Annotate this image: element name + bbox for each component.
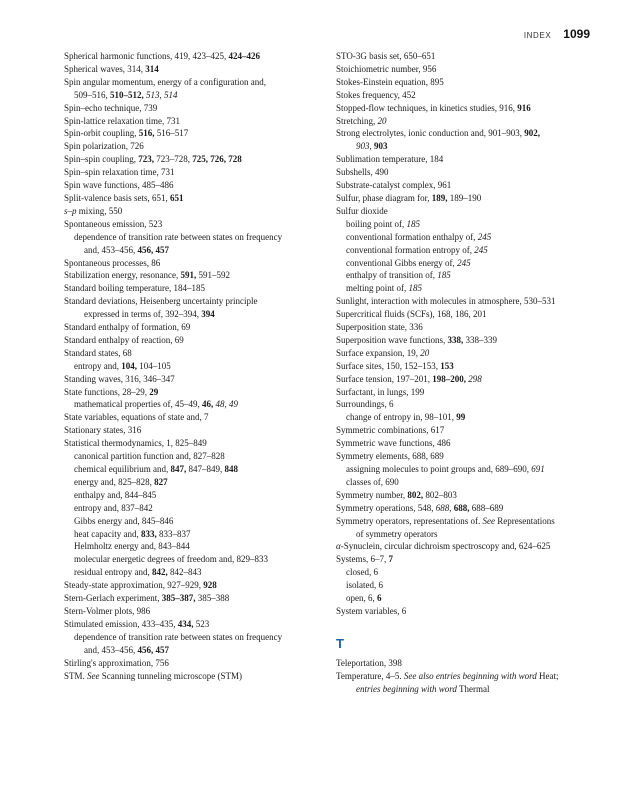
entry-text: Teleportation, 398 [336, 657, 402, 668]
entry-text: 833–837 [158, 528, 191, 539]
page-ref-italic: 688, [435, 502, 454, 513]
index-entry [336, 540, 598, 553]
entry-text: Standard enthalpy of formation, 69 [64, 322, 191, 333]
index-entry [64, 657, 312, 670]
entry-text: dependence of transition rate between states on frequency [74, 631, 283, 642]
index-entry [64, 115, 312, 128]
index-subentry [64, 644, 312, 657]
index-entry [64, 605, 312, 618]
entry-text: heat capacity and, [74, 528, 141, 539]
entry-text: open, 6, [346, 593, 377, 604]
page-ref-bold: 827 [154, 476, 168, 487]
entry-text: closed, 6 [346, 567, 378, 578]
index-entry [336, 321, 598, 334]
entry-text: 723–728, [156, 154, 193, 165]
index-entry [336, 502, 598, 515]
page-ref-italic: 185 [408, 283, 422, 294]
page-ref-bold: 902, [524, 128, 540, 139]
page-number: 1099 [563, 27, 590, 41]
page-ref-italic: s–p [64, 205, 77, 216]
index-entry [336, 153, 598, 166]
index-entry [336, 50, 598, 63]
entry-text: Stabilization energy, resonance, [64, 270, 181, 281]
index-entry [336, 450, 598, 463]
index-entry [64, 205, 312, 218]
index-subentry [64, 398, 312, 411]
entry-text: Stopped-flow techniques, in kinetics studies, 916, [336, 102, 518, 113]
entry-text: Stokes-Einstein equation, 895 [336, 76, 444, 87]
entry-text: Spin polarization, 726 [64, 141, 144, 152]
index-subentry [336, 231, 598, 244]
page-ref-bold: 916 [517, 102, 531, 113]
index-subentry [336, 257, 598, 270]
entry-text: Symmetry operations, 548, [336, 502, 436, 513]
entry-text: 847–849, [188, 464, 225, 474]
index-entry [336, 115, 598, 128]
index-entry [336, 360, 598, 373]
page-ref-bold: 434, [177, 618, 196, 629]
index-entry [336, 334, 598, 347]
entry-text: 688–689 [471, 502, 504, 513]
page-ref-bold: 153 [440, 360, 454, 371]
entry-text: System variables, 6 [336, 605, 407, 616]
index-subentry [336, 592, 598, 605]
entry-text: molecular energetic degrees of freedom and, 829–833 [74, 554, 269, 565]
index-entry [64, 334, 312, 347]
page-ref-bold: 456, 457 [137, 244, 169, 255]
entry-text: Stationary states, 316 [64, 425, 142, 436]
index-entry [336, 63, 598, 76]
entry-text: Surface sites, 150, 152–153, [336, 360, 441, 371]
entry-text: Spin wave functions, 485–486 [64, 180, 174, 191]
page-ref-italic: α [336, 541, 341, 552]
entry-text: Symmetric combinations, 617 [336, 425, 445, 436]
entry-text: residual entropy and, [74, 567, 152, 578]
entry-text: STO-3G basis set, 650–651 [336, 51, 436, 61]
index-entry [336, 179, 598, 192]
index-entry [336, 192, 598, 205]
entry-text: change of entropy in, 98–101, [346, 412, 457, 423]
page-ref-bold: 456, 457 [137, 644, 169, 655]
entry-text: and, 453–456, [84, 644, 138, 655]
index-entry [336, 347, 598, 360]
page-ref-bold: 385–387, [161, 593, 198, 604]
entry-text: Surface expansion, 19, [336, 347, 421, 358]
index-entry [64, 153, 312, 166]
page-ref-bold: 928 [203, 580, 217, 591]
index-entry [336, 308, 598, 321]
page-ref-bold: 104, [121, 360, 140, 371]
entry-text: Standard states, 68 [64, 347, 132, 358]
index-subentry [336, 282, 598, 295]
index-subentry [64, 502, 312, 515]
page-ref-italic: 245 [474, 244, 488, 255]
entry-text: Superposition wave functions, [336, 334, 448, 345]
page-ref-italic: 48, 49 [215, 399, 238, 410]
index-subentry [336, 566, 598, 579]
entry-text: isolated, 6 [346, 580, 383, 591]
page-ref-italic: 298 [468, 373, 482, 384]
entry-text: Substrate-catalyst complex, 961 [336, 180, 452, 191]
index-entry [336, 515, 598, 528]
entry-text: 802–803 [425, 489, 457, 500]
page-ref-bold: 7 [388, 554, 394, 565]
entry-text: State functions, 28–29, [64, 386, 150, 397]
entry-text: STM. [64, 670, 88, 681]
index-entry [64, 102, 312, 115]
entry-text: Stokes frequency, 452 [336, 89, 416, 100]
index-subentry [336, 218, 598, 231]
entry-text: Spin angular momentum, energy of a configuration and, [64, 76, 267, 87]
index-entry [336, 605, 598, 618]
entry-text: and, 453–456, [84, 244, 138, 255]
entry-text: canonical partition function and, 827–828 [74, 451, 225, 462]
index-entry [336, 670, 598, 683]
index-subentry [64, 631, 312, 644]
page-ref-bold: 6 [377, 593, 382, 604]
index-entry [64, 140, 312, 153]
entry-text: 338–339 [465, 334, 497, 345]
entry-text: Surroundings, 6 [336, 399, 394, 410]
page-ref-bold: 651 [169, 192, 184, 203]
entry-text: energy and, 825–828, [74, 476, 155, 487]
index-subentry [336, 269, 598, 282]
index-entry [336, 437, 598, 450]
entry-text: Stimulated emission, 433–435, [64, 618, 178, 629]
entry-text: enthalpy and, 844–845 [74, 489, 157, 500]
entry-text: Representations [494, 515, 555, 526]
page-ref-bold: 46, [201, 399, 216, 410]
entry-text: Symmetric wave functions, 486 [336, 438, 451, 449]
index-entry [64, 411, 312, 424]
index-entry [64, 437, 312, 450]
page-ref-bold: 189, [431, 192, 450, 203]
running-head: INDEX [523, 31, 552, 40]
entry-text: Thermal [456, 683, 490, 694]
index-subentry [64, 463, 312, 476]
entry-text: Symmetry elements, 688, 689 [336, 451, 444, 462]
page-ref-italic: 513, 514 [146, 89, 178, 100]
entry-text: 385–388 [197, 593, 230, 604]
entry-text: mathematical properties of, 45–49, [74, 399, 202, 410]
page-ref-bold: 338, [447, 334, 466, 345]
page-ref-italic: 245 [477, 231, 492, 242]
entry-text: Spin-lattice relaxation time, 731 [64, 115, 180, 126]
entry-text: 842–843 [169, 567, 202, 578]
entry-text: Helmholtz energy and, 843–844 [74, 541, 190, 552]
index-subentry [64, 89, 312, 102]
index-subentry [64, 515, 312, 528]
page-ref-bold: 725, 726, 728 [192, 154, 242, 165]
index-entry [336, 386, 598, 399]
entry-text: Supercritical fluids (SCFs), 168, 186, 201 [336, 309, 487, 320]
index-entry [64, 386, 312, 399]
entry-text: Spin-orbit coupling, [64, 128, 139, 139]
entry-text: Gibbs energy and, 845–846 [74, 515, 174, 526]
page-ref-bold: 847, [170, 464, 189, 474]
index-entry [64, 618, 312, 631]
entry-text: melting point of, [346, 283, 409, 294]
index-entry [336, 295, 598, 308]
page-ref-italic: 185 [406, 218, 420, 229]
entry-text: Sulfur dioxide [336, 205, 388, 216]
page-ref-italic: 185 [437, 270, 451, 281]
entry-text: conventional Gibbs energy of, [346, 257, 458, 268]
entry-text: Temperature, 4–5. [336, 670, 404, 681]
entry-text: Superposition state, 336 [336, 322, 423, 333]
entry-text: Split-valence basis sets, 651, [64, 192, 170, 203]
page-ref-bold: 394 [201, 309, 215, 320]
index-entry [336, 657, 598, 670]
index-entry [64, 321, 312, 334]
page-ref-italic: 903, [356, 141, 374, 152]
entry-text: 104–105 [139, 360, 171, 371]
entry-text: Spin–spin coupling, [64, 154, 139, 165]
page-ref-bold: 29 [149, 386, 159, 397]
entry-text: assigning molecules to point groups and, 689–690, [346, 464, 532, 474]
page-ref-bold: 723, [138, 154, 157, 165]
page-ref-bold: 510–512, [110, 89, 146, 100]
entry-text: Heat; [536, 670, 559, 681]
index-subentry [336, 528, 598, 541]
entry-text: Statistical thermodynamics, 1, 825–849 [64, 438, 207, 449]
entry-text: Surfactant, in lungs, 199 [336, 386, 425, 397]
index-subentry [64, 244, 312, 257]
entry-text: enthalpy of transition of, [346, 270, 438, 281]
entry-text: Surface tension, 197–201, [336, 373, 433, 384]
entry-text: of symmetry operators [356, 528, 438, 539]
entry-text: expressed in terms of, 392–394, [84, 309, 202, 320]
entry-text: Spontaneous emission, 523 [64, 218, 163, 229]
index-entry [64, 424, 312, 437]
index-subentry [336, 463, 598, 476]
entry-text: entropy and, [74, 360, 122, 371]
entry-text: Sublimation temperature, 184 [336, 154, 444, 165]
index-entry [336, 127, 598, 140]
index-entry [336, 373, 598, 386]
index-entry [64, 179, 312, 192]
index-column-left [64, 50, 312, 682]
index-entry [64, 670, 312, 683]
entry-text: Spontaneous processes, 86 [64, 257, 161, 268]
entry-text: Standard boiling temperature, 184–185 [64, 283, 205, 294]
entry-text: Subshells, 490 [336, 167, 389, 178]
page-ref-bold: 833, [140, 528, 159, 539]
entry-text: Sunlight, interaction with molecules in atmosphere, 530–531 [336, 296, 556, 307]
entry-text: Standard deviations, Heisenberg uncertainty principle [64, 296, 258, 307]
index-entry [64, 295, 312, 308]
index-entry [64, 269, 312, 282]
section-spacer [336, 618, 598, 631]
index-subentry [64, 308, 312, 321]
entry-text: Scanning tunneling microscope (STM) [99, 670, 242, 681]
page-ref-bold: 591, [180, 270, 199, 281]
entry-text: entropy and, 837–842 [74, 502, 153, 513]
index-entry [336, 89, 598, 102]
entry-text: Standing waves, 316, 346–347 [64, 373, 175, 384]
page-ref-bold: 314 [145, 63, 159, 74]
index-subentry [64, 476, 312, 489]
index-entry [64, 166, 312, 179]
entry-text: 189–190 [449, 192, 482, 203]
index-entry [64, 579, 312, 592]
index-subentry [336, 683, 598, 696]
entry-text: Stirling's approximation, 756 [64, 657, 169, 668]
index-entry [64, 192, 312, 205]
entry-text: -Synuclein, circular dichroism spectroscopy and, 624–625 [340, 541, 551, 552]
index-entry [64, 127, 312, 140]
page-ref-bold: 903 [374, 141, 388, 152]
page-ref-bold: 99 [456, 412, 466, 423]
page-ref-bold: 842, [151, 567, 170, 578]
entry-text: Sulfur, phase diagram for, [336, 192, 432, 203]
page-ref-italic: 691 [531, 464, 545, 474]
index-entry [64, 373, 312, 386]
index-subentry [64, 360, 312, 373]
index-section-letter: T [336, 635, 344, 651]
page-ref-italic: See [87, 670, 100, 681]
page-ref-bold: 516, [138, 128, 157, 139]
entry-text: Stern-Volmer plots, 986 [64, 605, 151, 616]
index-entry [64, 282, 312, 295]
index-subentry [64, 489, 312, 502]
page-ref-bold: 688, [453, 502, 472, 513]
entry-text: mixing, 550 [76, 205, 123, 216]
index-entry [64, 50, 312, 63]
index-entry [64, 63, 312, 76]
entry-text: Stern-Gerlach experiment, [64, 593, 162, 604]
index-entry [336, 166, 598, 179]
entry-text: 523 [195, 618, 210, 629]
page-ref-italic: See also entries beginning with word [403, 670, 537, 681]
entry-text: State variables, equations of state and, 7 [64, 412, 209, 423]
page-ref-bold: 424–426 [228, 51, 260, 61]
index-entry [64, 347, 312, 360]
page-ref-bold: 848 [224, 464, 238, 474]
entry-text: 516–517 [156, 128, 189, 139]
entry-text: 509–516, [74, 89, 110, 100]
entry-text: Stoichiometric number, 956 [336, 63, 437, 74]
page-ref-italic: 20 [420, 347, 430, 358]
index-subentry [64, 528, 312, 541]
page-ref-bold: 802, [407, 489, 426, 500]
index-entry [336, 205, 598, 218]
index-subentry [64, 450, 312, 463]
entry-text: Strong electrolytes, ionic conduction and, 901–903, [336, 128, 525, 139]
index-subentry [336, 476, 598, 489]
entry-text: Spin–spin relaxation time, 731 [64, 167, 175, 178]
index-subentry [64, 540, 312, 553]
page-ref-bold: 198–200, [432, 373, 469, 384]
index-entry [64, 592, 312, 605]
index-subentry [336, 411, 598, 424]
index-entry [64, 257, 312, 270]
index-subentry [64, 566, 312, 579]
page-ref-italic: 245 [457, 257, 471, 268]
page-ref-italic: See [482, 515, 495, 526]
index-entry [336, 398, 598, 411]
index-subentry [64, 553, 312, 566]
entry-text: Systems, 6–7, [336, 554, 389, 565]
index-entry [336, 102, 598, 115]
index-entry [64, 76, 312, 89]
index-entry [336, 76, 598, 89]
index-subentry [336, 579, 598, 592]
entry-text: Stretching, [336, 115, 378, 126]
entry-text: chemical equilibrium and, [74, 464, 171, 474]
index-subentry [336, 244, 598, 257]
index-entry [64, 218, 312, 231]
entry-text: dependence of transition rate between states on frequency [74, 231, 283, 242]
entry-text: boiling point of, [346, 218, 407, 229]
entry-text: Standard enthalpy of reaction, 69 [64, 334, 184, 345]
entry-text: conventional formation enthalpy of, [346, 231, 478, 242]
entry-text: Spin–echo technique, 739 [64, 102, 158, 113]
entry-text: Spherical harmonic functions, 419, 423–425, [64, 51, 229, 61]
page-ref-italic: 20 [377, 115, 387, 126]
page-ref-italic: entries beginning with word [356, 683, 457, 694]
entry-text: classes of, 690 [346, 476, 399, 487]
index-entry [336, 489, 598, 502]
page-header [524, 27, 590, 41]
entry-text: Symmetry number, [336, 489, 408, 500]
entry-text: Steady-state approximation, 927–929, [64, 580, 204, 591]
index-entry [336, 553, 598, 566]
index-subentry [64, 231, 312, 244]
entry-text: 591–592 [198, 270, 230, 281]
index-subentry [336, 140, 598, 153]
index-entry [336, 424, 598, 437]
entry-text: conventional formation entropy of, [346, 244, 475, 255]
entry-text: Symmetry operators, representations of. [336, 515, 483, 526]
entry-text: Spherical waves, 314, [64, 63, 146, 74]
index-column-right [336, 50, 598, 695]
